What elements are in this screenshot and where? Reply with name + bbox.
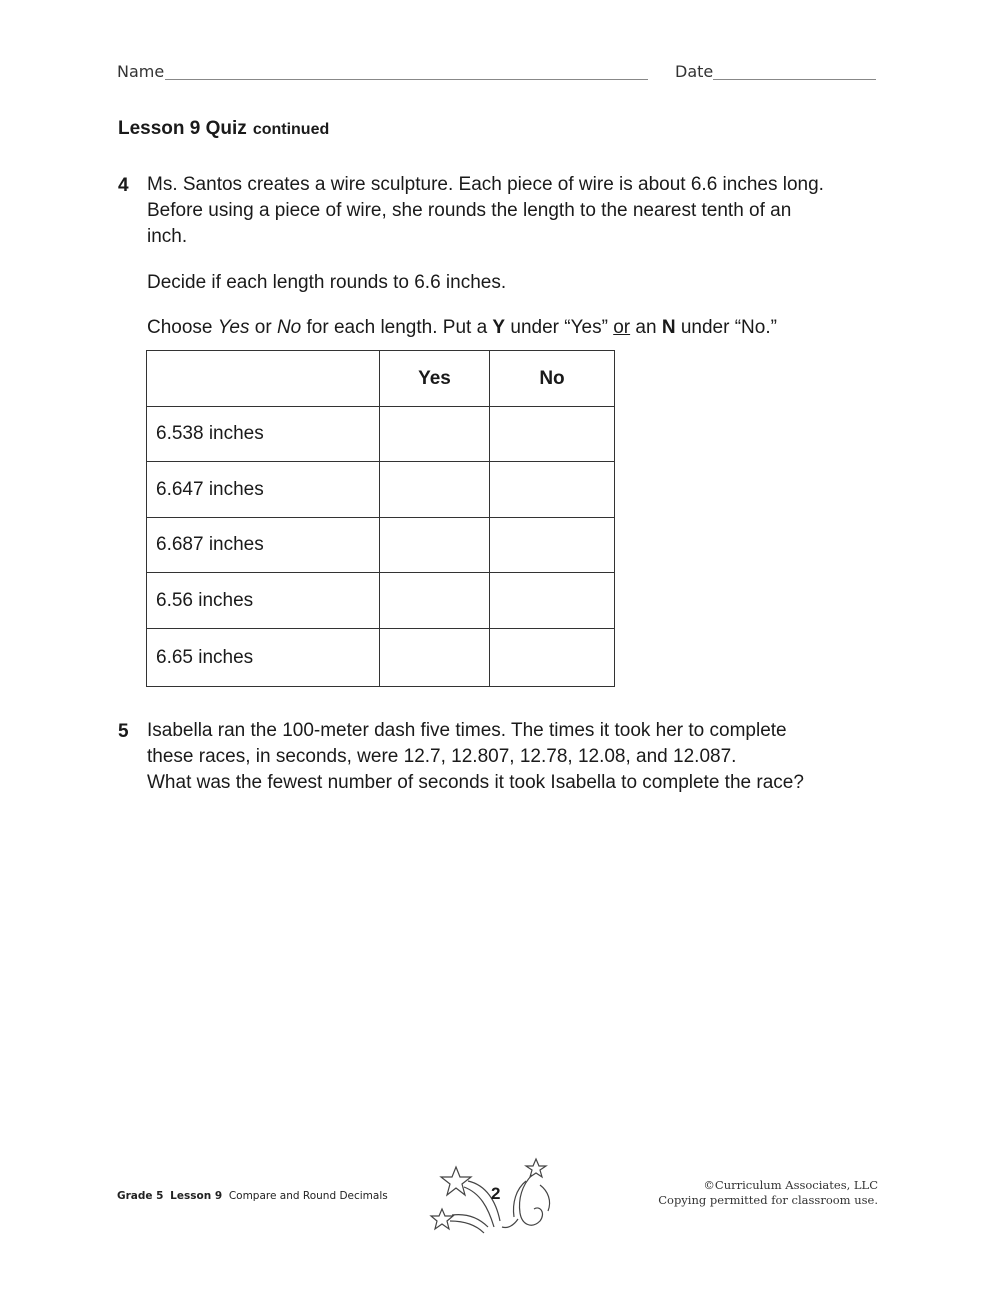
page-title [118,118,329,140]
question-4-line: Before using a piece of wire, she rounds the length to the nearest tenth of an [147,200,792,221]
footer-grade: Grade 5 [117,1190,164,1202]
length-cell: 6.56 inches [147,573,380,629]
yes-answer-cell[interactable] [380,462,490,518]
no-answer-cell[interactable] [490,462,615,518]
footer-course [117,1190,388,1202]
no-answer-cell[interactable] [490,573,615,629]
footer-copyright-block [640,1178,878,1208]
no-answer-cell[interactable] [490,518,615,573]
instr-text: under “No.” [675,317,777,338]
date-line[interactable] [713,79,876,80]
name-line[interactable] [165,79,648,80]
footer-lesson: Lesson 9 [170,1190,223,1202]
table-header-blank [147,351,380,407]
instr-text: Choose [147,317,218,338]
question-5-line: What was the fewest number of seconds it took Isabella to complete the race? [147,772,804,793]
page-number: 2 [491,1184,501,1203]
footer-copyright: ©Curriculum Associates, LLC [703,1178,878,1192]
question-4-line: Ms. Santos creates a wire sculpture. Each piece of wire is about 6.6 inches long. [147,174,824,195]
instr-no: No [276,317,302,338]
length-cell: 6.647 inches [147,462,380,518]
instr-y: Y [492,317,506,338]
table-row [147,573,615,629]
length-cell: 6.65 inches [147,629,380,687]
instr-or: or [613,317,631,338]
length-cell: 6.538 inches [147,407,380,462]
instr-n: N [661,317,676,338]
question-4-decide: Decide if each length rounds to 6.6 inches. [147,272,507,293]
question-5-text [147,718,804,796]
answer-area[interactable] [147,810,877,1130]
yes-answer-cell[interactable] [380,573,490,629]
date-label: Date [675,62,714,81]
table-header-no: No [490,351,615,407]
question-4-instructions [147,315,777,341]
question-5-line: Isabella ran the 100-meter dash five times. The times it took her to complete [147,720,787,741]
table-row [147,407,615,462]
no-answer-cell[interactable] [490,629,615,687]
instr-text: or [249,317,277,338]
yes-answer-cell[interactable] [380,407,490,462]
table-header-row [147,351,615,407]
instr-text: for each length. Put a [301,317,493,338]
question-4-text [147,172,824,250]
instr-yes: Yes [217,317,250,338]
question-4-line: inch. [147,226,188,247]
question-5-number: 5 [118,721,129,742]
rounding-table [146,350,615,687]
no-answer-cell[interactable] [490,407,615,462]
instr-text: an [630,317,662,338]
table-header-yes: Yes [380,351,490,407]
name-label: Name [117,62,165,81]
question-4-number: 4 [118,175,129,196]
footer-topic: Compare and Round Decimals [228,1190,388,1202]
table-row [147,462,615,518]
question-5-line: these races, in seconds, were 12.7, 12.807, 12.78, 12.08, and 12.087. [147,746,737,767]
length-cell: 6.687 inches [147,518,380,573]
footer-permission: Copying permitted for classroom use. [658,1193,878,1207]
instr-text: under “Yes” [505,317,614,338]
table-row [147,629,615,687]
yes-answer-cell[interactable] [380,629,490,687]
yes-answer-cell[interactable] [380,518,490,573]
title-sub: continued [252,121,330,138]
table-row [147,518,615,573]
title-main: Lesson 9 Quiz [118,118,247,139]
